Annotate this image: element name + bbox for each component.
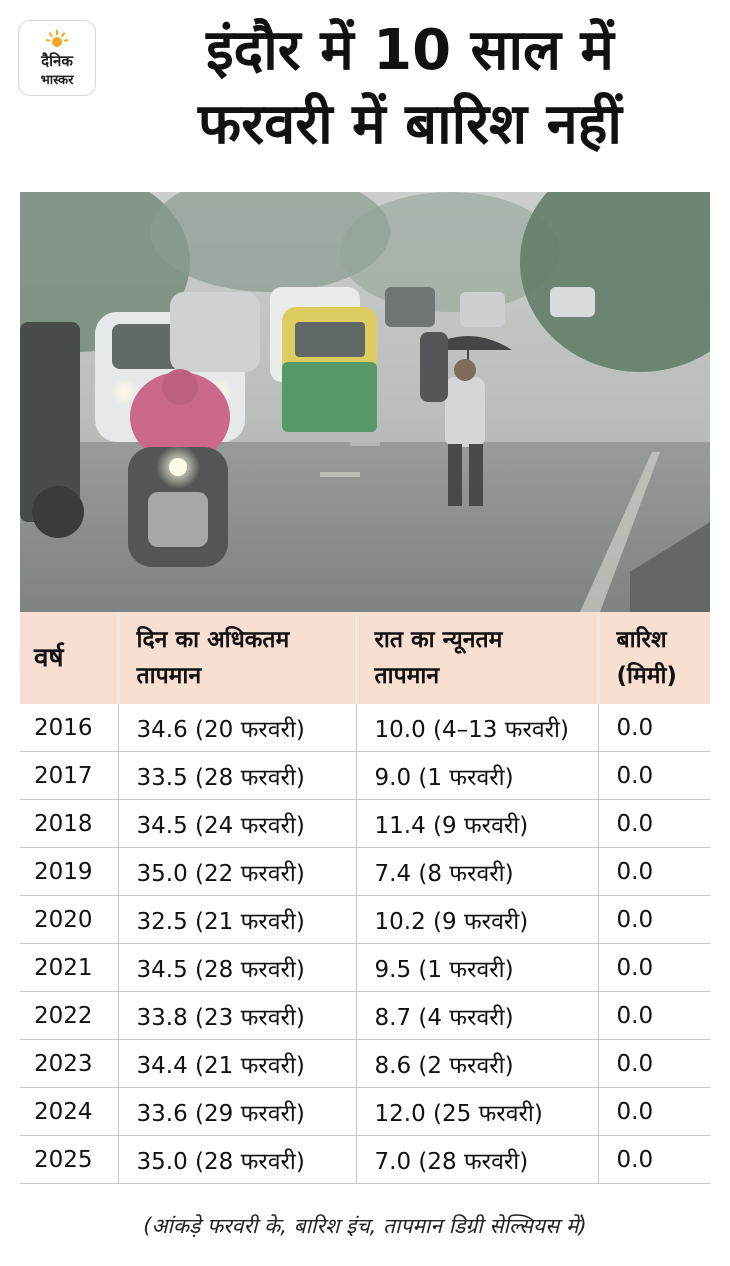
header-year <box>20 612 118 704</box>
cell-year: 2023 <box>20 1040 118 1088</box>
cell-rain: 0.0 <box>598 944 710 992</box>
header-year-label: वर्ष <box>34 643 64 673</box>
header-max-temp-line2: तापमान <box>136 663 202 689</box>
table-row <box>20 1040 710 1088</box>
cell-max-temp: 33.8 (23 फरवरी) <box>118 992 356 1040</box>
table-row <box>20 944 710 992</box>
header-min-temp-line2: तापमान <box>374 663 440 689</box>
cell-rain: 0.0 <box>598 704 710 752</box>
cell-rain: 0.0 <box>598 896 710 944</box>
table-row <box>20 752 710 800</box>
header-min-temp-line1: रात का न्यूनतम <box>374 627 503 653</box>
title-line2: फरवरी में बारिश नहीं <box>198 92 622 157</box>
cell-max-temp: 34.5 (24 फरवरी) <box>118 800 356 848</box>
cell-rain: 0.0 <box>598 992 710 1040</box>
rainy-street-photo <box>20 192 710 612</box>
cell-year: 2021 <box>20 944 118 992</box>
cell-year: 2024 <box>20 1088 118 1136</box>
table-row <box>20 1136 710 1184</box>
cell-year: 2025 <box>20 1136 118 1184</box>
cell-min-temp: 8.7 (4 फरवरी) <box>356 992 598 1040</box>
cell-min-temp: 9.5 (1 फरवरी) <box>356 944 598 992</box>
cell-max-temp: 34.5 (28 फरवरी) <box>118 944 356 992</box>
dainik-bhaskar-logo <box>18 20 96 96</box>
page-title <box>100 14 720 162</box>
photo-illustration <box>20 192 710 612</box>
cell-year: 2019 <box>20 848 118 896</box>
header-min-temp <box>356 612 598 704</box>
cell-rain: 0.0 <box>598 752 710 800</box>
sun-icon <box>46 29 68 51</box>
cell-rain: 0.0 <box>598 1136 710 1184</box>
cell-year: 2022 <box>20 992 118 1040</box>
cell-year: 2017 <box>20 752 118 800</box>
cell-max-temp: 34.4 (21 फरवरी) <box>118 1040 356 1088</box>
cell-rain: 0.0 <box>598 848 710 896</box>
cell-rain: 0.0 <box>598 1088 710 1136</box>
header-max-temp <box>118 612 356 704</box>
cell-min-temp: 12.0 (25 फरवरी) <box>356 1088 598 1136</box>
table-body <box>20 704 710 1184</box>
cell-min-temp: 11.4 (9 फरवरी) <box>356 800 598 848</box>
cell-year: 2018 <box>20 800 118 848</box>
cell-max-temp: 34.6 (20 फरवरी) <box>118 704 356 752</box>
cell-max-temp: 32.5 (21 फरवरी) <box>118 896 356 944</box>
cell-rain: 0.0 <box>598 800 710 848</box>
temperature-rain-table <box>20 612 710 1184</box>
table-row <box>20 848 710 896</box>
header-rain-line2: (मिमी) <box>616 663 677 689</box>
table-row <box>20 1088 710 1136</box>
footnote: (आंकड़े फरवरी के, बारिश इंच, तापमान डिग्री सेल्सियस में) <box>143 1214 587 1238</box>
table-row <box>20 896 710 944</box>
cell-max-temp: 33.6 (29 फरवरी) <box>118 1088 356 1136</box>
cell-min-temp: 10.2 (9 फरवरी) <box>356 896 598 944</box>
cell-min-temp: 9.0 (1 फरवरी) <box>356 752 598 800</box>
table-header-row <box>20 612 710 704</box>
cell-max-temp: 35.0 (28 फरवरी) <box>118 1136 356 1184</box>
logo-text-line1: दैनिक <box>41 52 73 70</box>
cell-rain: 0.0 <box>598 1040 710 1088</box>
cell-max-temp: 33.5 (28 फरवरी) <box>118 752 356 800</box>
header-rain-line1: बारिश <box>616 627 667 653</box>
cell-year: 2016 <box>20 704 118 752</box>
table-row <box>20 704 710 752</box>
cell-min-temp: 7.0 (28 फरवरी) <box>356 1136 598 1184</box>
cell-min-temp: 8.6 (2 फरवरी) <box>356 1040 598 1088</box>
table-row <box>20 800 710 848</box>
cell-year: 2020 <box>20 896 118 944</box>
header-rain <box>598 612 710 704</box>
cell-max-temp: 35.0 (22 फरवरी) <box>118 848 356 896</box>
header-max-temp-line1: दिन का अधिकतम <box>136 627 290 653</box>
cell-min-temp: 7.4 (8 फरवरी) <box>356 848 598 896</box>
title-line1: इंदौर में 10 साल में <box>206 18 614 83</box>
cell-min-temp: 10.0 (4–13 फरवरी) <box>356 704 598 752</box>
logo-text-line2: भास्कर <box>40 73 74 88</box>
table-row <box>20 992 710 1040</box>
